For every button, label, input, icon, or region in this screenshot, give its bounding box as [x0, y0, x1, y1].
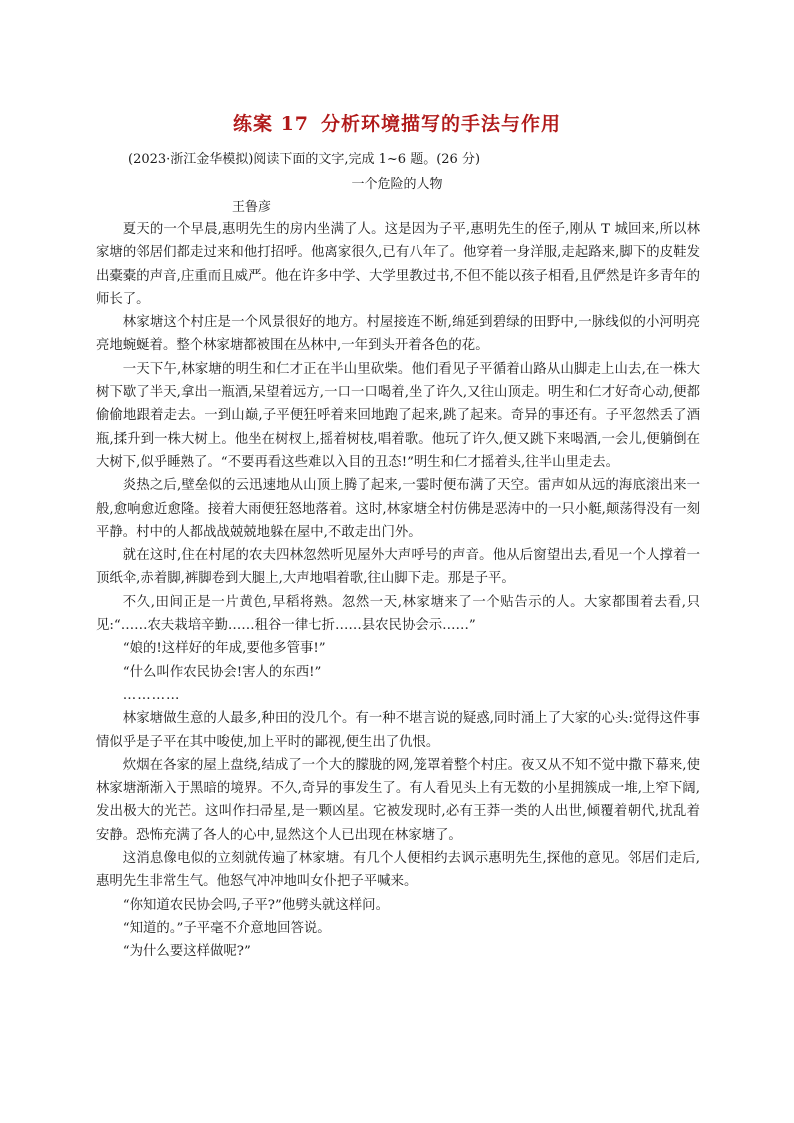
story-body: [96, 218, 700, 964]
question-source: (2023·浙江金华模拟)阅读下面的文字,完成 1~6 题。(26 分): [128, 152, 481, 167]
paragraph: 就在这时,住在村尾的农夫四林忽然听见屋外大声呼号的声音。他从后窗望出去,看见一个人撑着一顶纸伞,赤着脚,裤脚卷到大腿上,大声地唱着歌,往山脚下走。那是子平。: [96, 548, 700, 587]
paragraph: 炊烟在各家的屋上盘绕,结成了一个大的朦胧的网,笼罩着整个村庄。夜又从不知不觉中撒下幕来,使林家塘渐渐入于黑暗的境界。不久,奇异的事发生了。有人看见头上有无数的小星拥簇成一堆,上窄下阔,发出极大的光芒。这叫作扫帚星,是一颗凶星。它被发现时,必有王莽一类的人出世,倾覆着朝代,扰乱着安静。恐怖充满了各人的心中,显然这个人已出现在林家塘了。: [96, 757, 700, 843]
paragraph: 这消息像电似的立刻就传遍了林家塘。有几个人便相约去讽示惠明先生,探他的意见。邻居们走后,惠明先生非常生气。他怒气冲冲地叫女仆把子平喊来。: [96, 851, 700, 890]
dialogue-line: “娘的!这样好的年成,要他多管事!”: [122, 641, 326, 657]
paragraph: 一天下午,林家塘的明生和仁才正在半山里砍柴。他们看见子平循着山路从山脚走上山去,在一株大树下歇了半天,拿出一瓶酒,呆望着远方,一口一口喝着,坐了许久,又往山顶走。明生和仁才好奇心动,便都偷偷地跟着走去。一到山巅,子平便狂呼着来回地跑了起来,跳了起来。奇异的事还有。子平忽然丢了酒瓶,揉升到一株大树上。他坐在树杈上,摇着树枝,唱着歌。他玩了许久,便又跳下来喝酒,一会儿,便躺倒在大树下,似乎睡熟了。“不要再看这些难以入目的丑态!”明生和仁才摇着头,往半山里走去。: [96, 361, 700, 470]
dialogue-line: “什么叫作农民协会!害人的东西!”: [122, 664, 322, 680]
lesson-title: 分析环境描写的手法与作用: [321, 113, 562, 135]
dialogue-line: “你知道农民协会吗,子平?”他劈头就这样问。: [122, 897, 389, 913]
paragraph: 林家塘这个村庄是一个风景很好的地方。村屋接连不断,绵延到碧绿的田野中,一脉线似的小河明亮亮地蜿蜒着。整个林家塘都被围在丛林中,一年到头开着各色的花。: [96, 315, 700, 354]
ellipsis-line: …………: [122, 687, 181, 703]
story-author: 王鲁彦: [232, 200, 272, 215]
paragraph: 炎热之后,壁垒似的云迅速地从山顶上腾了起来,一霎时便布满了天空。雷声如从远的海底滚出来一般,愈响愈近愈隆。接着大雨便狂怒地落着。这时,林家塘全村仿佛是恶涛中的一只小艇,颠荡得没有一刻平静。村中的人都战战兢兢地躲在屋中,不敢走出门外。: [96, 478, 700, 540]
dialogue-line: “知道的。”子平毫不介意地回答说。: [122, 920, 331, 936]
story-title: 一个危险的人物: [351, 177, 443, 192]
paragraph: 夏天的一个早晨,惠明先生的房内坐满了人。这是因为子平,惠明先生的侄子,刚从 T 城回来,所以林家塘的邻居们都走过来和他打招呼。他离家很久,已有八年了。他穿着一身洋服,走起路来,脚下的皮鞋发出橐橐的声音,庄重而且威严。他在许多中学、大学里教过书,不但不能以孩子相看,且俨然是许多青年的师长了。: [96, 222, 700, 307]
lesson-number: 练案 17: [232, 113, 310, 135]
paragraph: 不久,田间正是一片黄色,早稻将熟。忽然一天,林家塘来了一个贴告示的人。大家都围着去看,只见:“……农夫栽培辛勤……租谷一律七折……县农民协会示……”: [96, 594, 700, 634]
dialogue-line: “为什么要这样做呢?”: [122, 944, 251, 960]
paragraph: 林家塘做生意的人最多,种田的没几个。有一种不堪言说的疑惑,同时涌上了大家的心头:觉得这件事情似乎是子平在其中唆使,加上平时的鄙视,便生出了仇恨。: [96, 711, 700, 750]
page-title: [0, 109, 794, 136]
